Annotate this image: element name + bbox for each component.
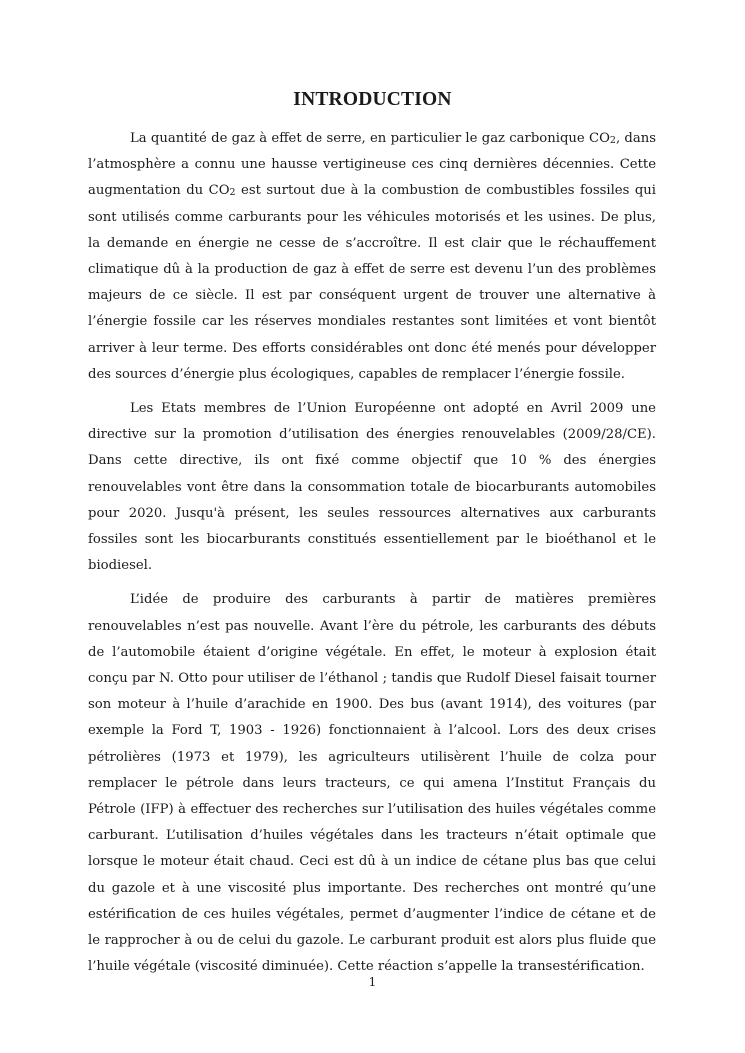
- co2-subscript: 2: [609, 135, 616, 146]
- paragraph-1-text-a: La quantité de gaz à effet de serre, en particulier le gaz carbonique CO: [130, 131, 610, 146]
- body-text: [88, 126, 656, 981]
- co2-subscript: 2: [229, 187, 236, 199]
- paragraph-1-text-c: est surtout due à la combustion de combustibles fossiles qui sont utilisés comme carburants pour les véhicules motorisés et les usines. De plus, la demande en énergie ne cesse de s’accroître. Il est clair que le réchauffement climatique dû à la production de gaz à effet de serre est devenu l’un des problèmes majeurs de ce siècle. Il est par conséquent urgent de trouver une alternative à l’énergie fossile car les réserves mondiales restantes sont limitées et vont bientôt arriver à leur terme. Des efforts considérables ont donc été menés pour développer des sources d’énergie plus écologiques, capables de remplacer l’énergie fossile.: [88, 183, 656, 382]
- paragraph-1: [88, 126, 656, 388]
- paragraph-3: L’idée de produire des carburants à partir de matières premières renouvelables n’est pas nouvelle. Avant l’ère du pétrole, les carburants des débuts de l’automobile étaient d’origine végétale. En effet, le moteur à explosion était conçu par N. Otto pour utiliser de l’éthanol ; tandis que Rudolf Diesel faisait tourner son moteur à l’huile d’arachide en 1900. Des bus (avant 1914), des voitures (par exemple la Ford T, 1903 - 1926) fonctionnaient à l’alcool. Lors des deux crises pétrolières (1973 et 1979), les agriculteurs utilisèrent l’huile de colza pour remplacer le pétrole dans leurs tracteurs, ce qui amena l’Institut Français du Pétrole (IFP) à effectuer des recherches sur l’utilisation des huiles végétales comme carburant. L’utilisation d’huiles végétales dans les tracteurs n’était optimale que lorsque le moteur était chaud. Ceci est dû à un indice de cétane plus bas que celui du gazole et à une viscosité plus importante. Des recherches ont montré qu’une estérification de ces huiles végétales, permet d’augmenter l’indice de cétane et de le rapprocher à ou de celui du gazole. Le carburant produit est alors plus fluide que l’huile végétale (viscosité diminuée). Cette réaction s’appelle la transestérification.: [88, 592, 656, 975]
- paragraph-2: Les Etats membres de l’Union Européenne ont adopté en Avril 2009 une directive sur la promotion d’utilisation des énergies renouvelables (2009/28/CE). Dans cette directive, ils ont fixé comme objectif que 10 % des énergies renouvelables vont être dans la consommation totale de biocarburants automobiles pour 2020. Jusqu'à présent, les seules ressources alternatives aux carburants fossiles sont les biocarburants constitués essentiellement par le bioéthanol et le biodiesel.: [88, 401, 656, 574]
- paragraph-1-text-b: , dans l’atmosphère a connu une hausse vertigineuse ces cinq dernières décennies. Cette augmentation du CO: [88, 131, 656, 199]
- page-title: INTRODUCTION: [293, 89, 452, 110]
- page-number: 1: [368, 975, 377, 989]
